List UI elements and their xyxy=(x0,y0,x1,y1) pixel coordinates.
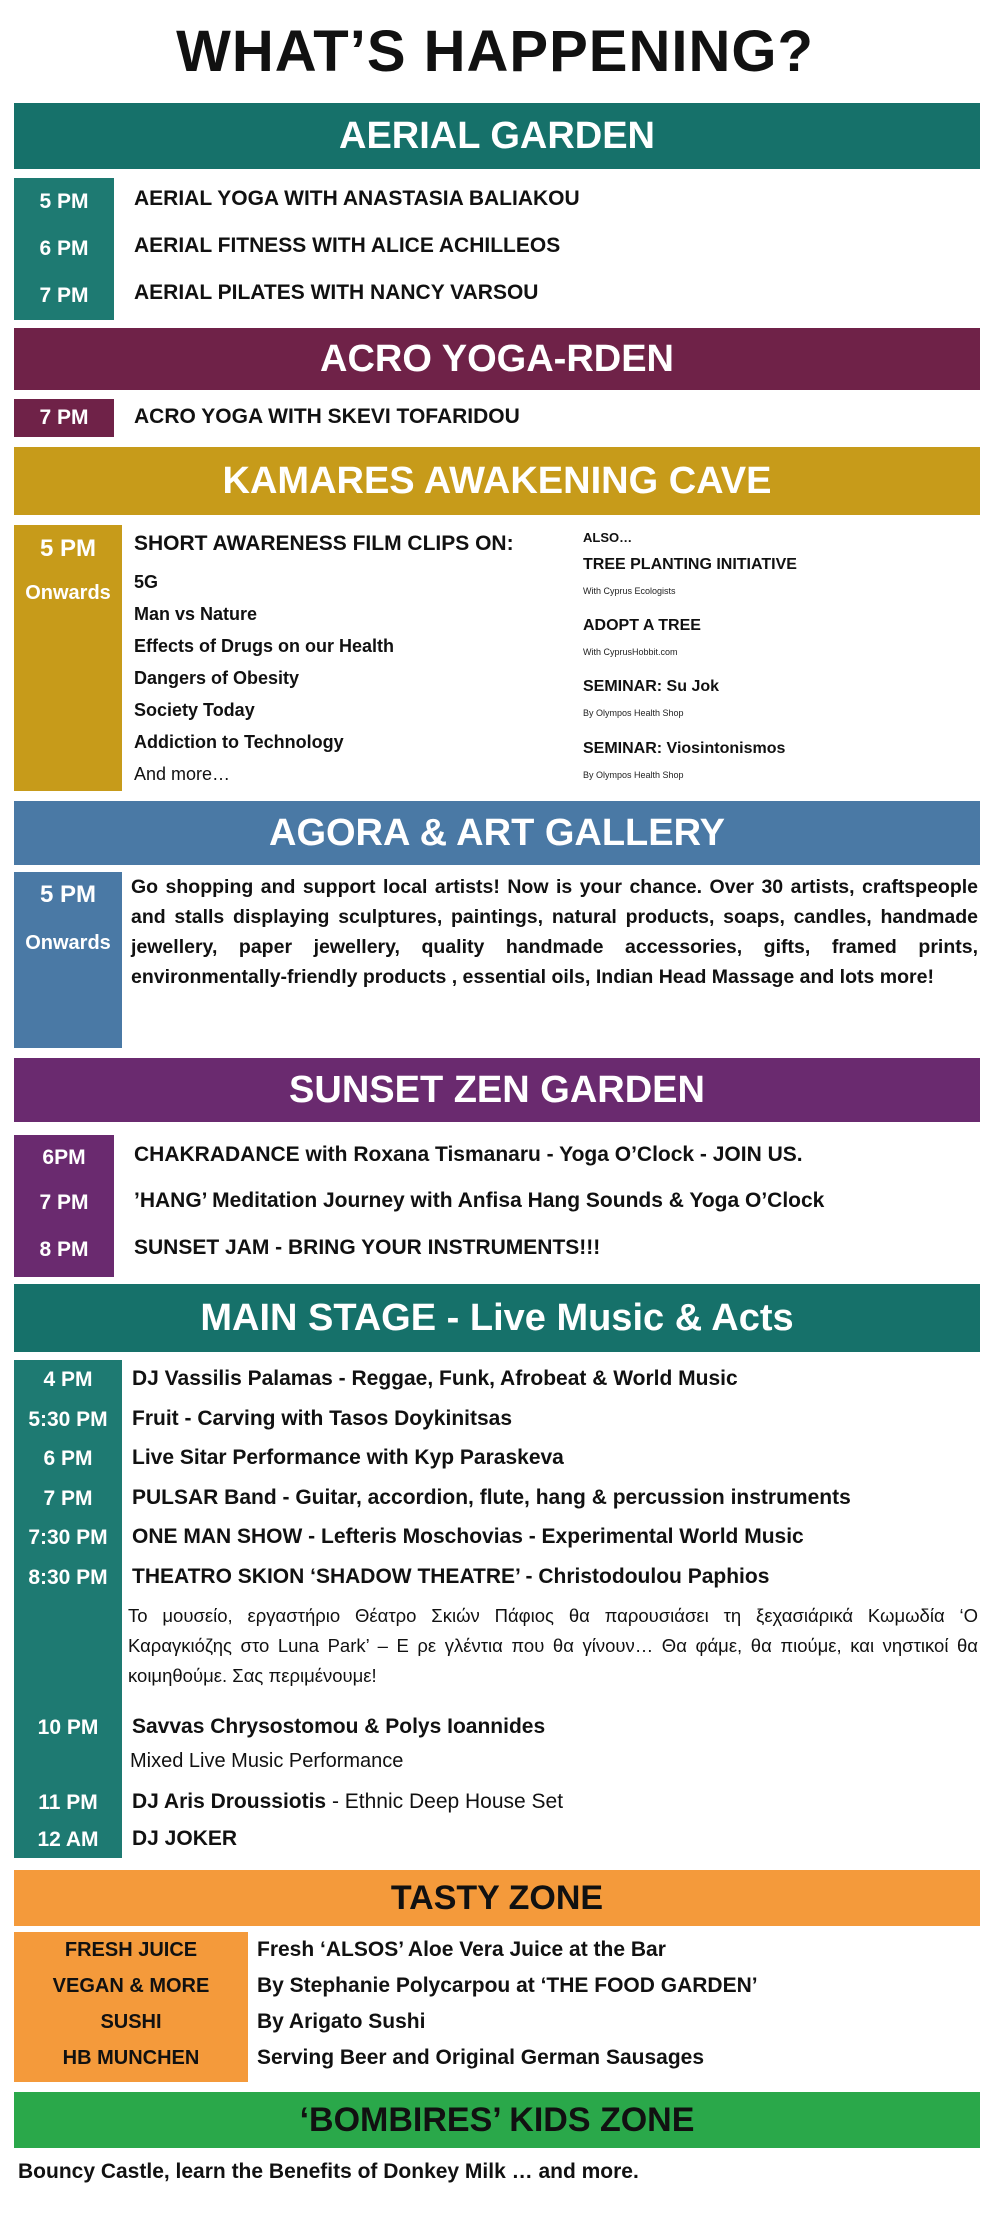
onwards-label: Onwards xyxy=(25,581,111,604)
and-more: And more… xyxy=(134,764,231,784)
shadow-theatre-description: Το μουσείο, εργαστήριο Θέατρο Σκιών Πάφιος θα παρουσιάσει τη ξεχασιάρικά Κωμωδία ‘Ο Καραγκιόζης στο Luna Park’ – Ε ρε γλέντια που θα γίνουν… Θα φάμε, θα πιούμε, και νηστικοί θα κοιμηθούμε. Σας περιμένουμε! xyxy=(128,1605,978,1686)
vendor-text: Serving Beer and Original German Sausages xyxy=(257,2046,704,2069)
event-text: THEATRO SKION ‘SHADOW THEATRE’ - Christodoulou Paphios xyxy=(132,1565,770,1588)
extra-sub: By Olympos Health Shop xyxy=(583,770,684,780)
time-cell: 5 PM xyxy=(39,881,96,908)
event-suffix: - Ethnic Deep House Set xyxy=(326,1790,564,1813)
time-cell: 10 PM xyxy=(37,1716,99,1739)
section-header-main-stage xyxy=(14,1284,980,1352)
time-cell: 12 AM xyxy=(37,1828,99,1851)
time-cell: 11 PM xyxy=(38,1791,98,1814)
section-header-agora xyxy=(14,801,980,865)
section-title: AERIAL GARDEN xyxy=(339,114,655,157)
event-text: ACRO YOGA WITH SKEVI TOFARIDOU xyxy=(134,405,520,428)
time-cell: 7 PM xyxy=(39,1191,89,1214)
section-header-kids-zone xyxy=(14,2092,980,2148)
event-text: Savvas Chrysostomou & Polys Ioannides xyxy=(132,1715,546,1738)
section-title: TASTY ZONE xyxy=(390,1878,604,1917)
agora-description: Go shopping and support local artists! Now is your chance. Over 30 artists, craftspeople and stalls displaying sculptures, paintings, natural products, soaps, candles, handmade jewellery, paper jewellery, quality handmade accessories, gifts, framed prints, environmentally-friendly products , essential oils, Indian Head Massage and lots more! xyxy=(131,876,978,988)
event-text: Live Sitar Performance with Kyp Paraskeva xyxy=(132,1446,564,1469)
event-text: PULSAR Band - Guitar, accordion, flute, hang & percussion instruments xyxy=(132,1486,851,1509)
section-header-tasty-zone xyxy=(14,1870,980,1926)
extra-title: SEMINAR: Su Jok xyxy=(583,678,720,695)
time-cell: 7 PM xyxy=(43,1487,93,1510)
event-text: DJ Vassilis Palamas - Reggae, Funk, Afrobeat & World Music xyxy=(132,1367,738,1390)
extra-title: ADOPT A TREE xyxy=(583,617,701,634)
time-cell: 7:30 PM xyxy=(28,1526,108,1549)
vendor-name: SUSHI xyxy=(100,2010,162,2033)
film-item: Man vs Nature xyxy=(134,604,258,624)
event-name: DJ Aris Droussiotis xyxy=(132,1790,327,1813)
film-item: Addiction to Technology xyxy=(134,732,344,752)
vendor-name: VEGAN & MORE xyxy=(52,1974,210,1997)
time-cell: 7 PM xyxy=(14,399,114,437)
time-cell: 8 PM xyxy=(39,1238,89,1261)
section-header-sunset-zen xyxy=(14,1058,980,1122)
time-cell: 6PM xyxy=(42,1146,86,1169)
section-header-acro-yoga xyxy=(14,328,980,390)
event-text: AERIAL PILATES WITH NANCY VARSOU xyxy=(134,281,539,304)
time-cell: 5 PM xyxy=(39,189,89,213)
event-text: Fruit - Carving with Tasos Doykinitsas xyxy=(132,1407,513,1430)
extra-title: SEMINAR: Viosintonismos xyxy=(583,740,786,757)
time-cell: 8:30 PM xyxy=(28,1566,108,1589)
section-title: KAMARES AWAKENING CAVE xyxy=(222,459,772,502)
time-cell: 6 PM xyxy=(43,1447,93,1470)
time-cell: 5:30 PM xyxy=(28,1408,108,1431)
film-item: Effects of Drugs on our Health xyxy=(134,636,395,656)
vendor-text: By Arigato Sushi xyxy=(257,2010,426,2033)
film-item: Society Today xyxy=(134,700,255,720)
section-header-kamares xyxy=(14,447,980,515)
event-text: AERIAL YOGA WITH ANASTASIA BALIAKOU xyxy=(134,187,580,210)
event-text: SUNSET JAM - BRING YOUR INSTRUMENTS!!! xyxy=(134,1236,601,1259)
film-item: Dangers of Obesity xyxy=(134,668,300,688)
extra-sub: With Cyprus Ecologists xyxy=(583,586,676,596)
section-header-aerial-garden xyxy=(14,103,980,169)
also-label: ALSO… xyxy=(583,530,633,545)
vendor-text: By Stephanie Polycarpou at ‘THE FOOD GARDEN’ xyxy=(257,1974,758,1997)
kids-zone-text: Bouncy Castle, learn the Benefits of Donkey Milk … and more. xyxy=(18,2160,639,2183)
event-text: CHAKRADANCE with Roxana Tismanaru - Yoga O’Clock - JOIN US. xyxy=(134,1143,803,1166)
event-text: AERIAL FITNESS WITH ALICE ACHILLEOS xyxy=(134,234,561,257)
section-title: MAIN STAGE - Live Music & Acts xyxy=(200,1296,794,1339)
page-title: WHAT’S HAPPENING? xyxy=(176,19,814,84)
event-subtext: Mixed Live Music Performance xyxy=(130,1750,404,1772)
time-cell: 5 PM xyxy=(39,535,96,562)
section-title: SUNSET ZEN GARDEN xyxy=(289,1068,705,1111)
time-cell: 4 PM xyxy=(43,1368,93,1391)
vendor-text: Fresh ‘ALSOS’ Aloe Vera Juice at the Bar xyxy=(257,1938,666,1961)
vendor-name: FRESH JUICE xyxy=(64,1938,198,1961)
section-title: ACRO YOGA-RDEN xyxy=(320,337,674,380)
extra-title: TREE PLANTING INITIATIVE xyxy=(583,556,797,573)
section-title: ‘BOMBIRES’ KIDS ZONE xyxy=(299,2100,695,2139)
vendor-name: HB MUNCHEN xyxy=(62,2046,200,2069)
event-text: ONE MAN SHOW - Lefteris Moschovias - Experimental World Music xyxy=(132,1525,804,1548)
extra-sub: With CyprusHobbit.com xyxy=(583,647,678,657)
time-cell: 6 PM xyxy=(39,236,89,260)
event-text xyxy=(132,1790,563,1814)
section-title: AGORA & ART GALLERY xyxy=(269,811,725,854)
extra-sub: By Olympos Health Shop xyxy=(583,708,684,718)
film-item: 5G xyxy=(134,572,159,592)
onwards-label: Onwards xyxy=(25,931,111,954)
event-text: DJ JOKER xyxy=(132,1827,238,1850)
event-text: ’HANG’ Meditation Journey with Anfisa Hang Sounds & Yoga O’Clock xyxy=(134,1189,825,1212)
film-title: SHORT AWARENESS FILM CLIPS ON: xyxy=(134,532,514,555)
time-cell: 7 PM xyxy=(39,283,89,307)
